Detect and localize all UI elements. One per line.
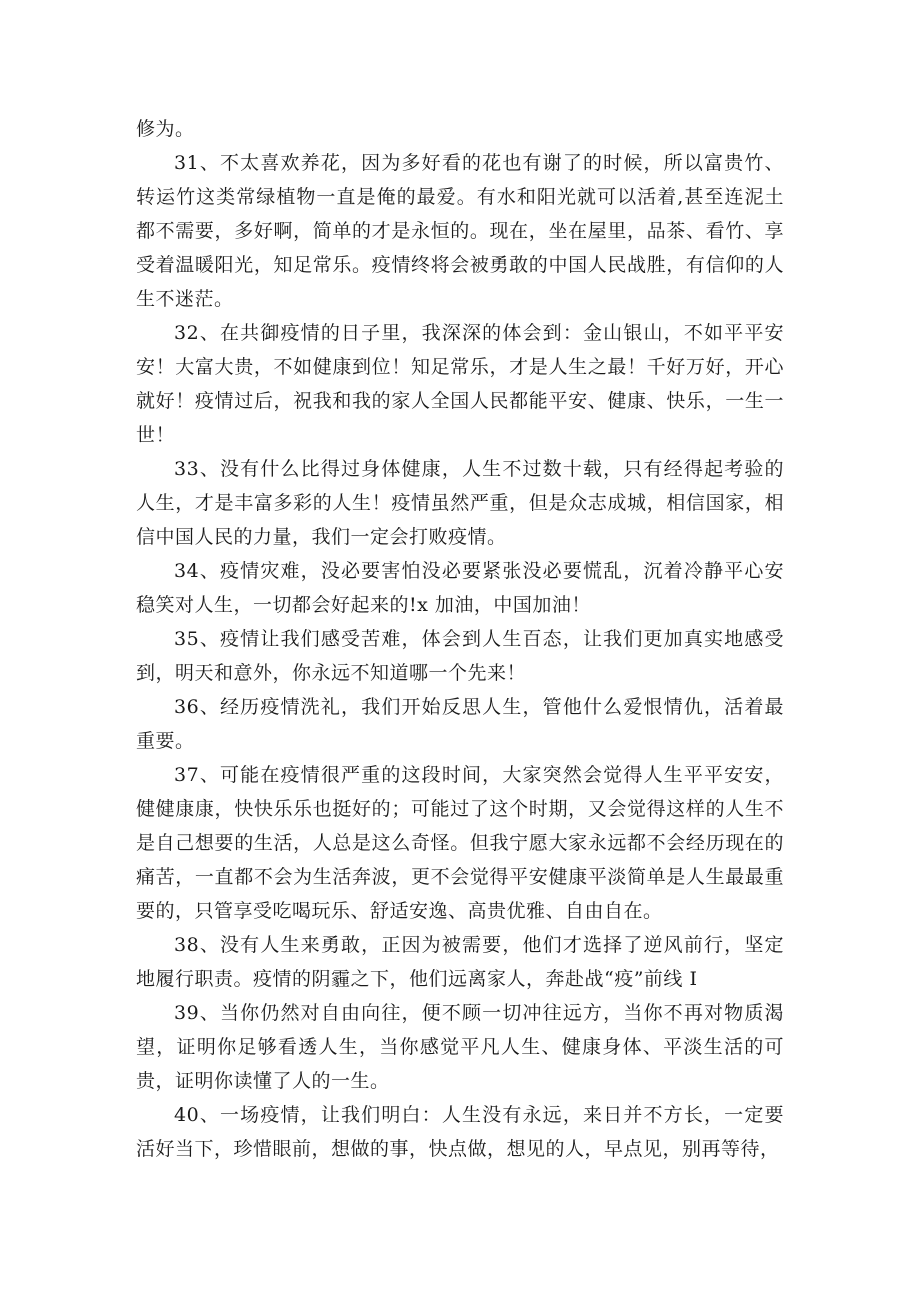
paragraph-40: 40、一场疫情，让我们明白：人生没有永远，来日并不方长，一定要活好当下，珍惜眼前，想做的事，快点做，想见的人，早点见，别再等待， [136, 1104, 784, 1160]
paragraph-36: 36、经历疫情洗礼，我们开始反思人生，管他什么爱恨情仇，活着最重要。 [136, 696, 784, 752]
paragraph-34: 34、疫情灾难，没必要害怕没必要紧张没必要慌乱，沉着冷静平心安稳笑对人生，一切都会好起来的!x 加油，中国加油！ [136, 560, 784, 616]
paragraph-38: 38、没有人生来勇敢，正因为被需要，他们才选择了逆风前行，坚定地履行职责。疫情的阴霾之下，他们远离家人，奔赴战“疫”前线 I [136, 934, 784, 990]
paragraph-31: 31、不太喜欢养花，因为多好看的花也有谢了的时候，所以富贵竹、转运竹这类常绿植物一直是俺的最爱。有水和阳光就可以活着,甚至连泥土都不需要，多好啊，简单的才是永恒的。现在，坐在屋里，品茶、看竹、享受着温暖阳光，知足常乐。疫情终将会被勇敢的中国人民战胜，有信仰的人生不迷茫。 [136, 152, 784, 310]
paragraph-39: 39、当你仍然对自由向往，便不顾一切冲往远方，当你不再对物质渴望，证明你足够看透人生，当你感觉平凡人生、健康身体、平淡生活的可贵，证明你读懂了人的一生。 [136, 1002, 784, 1092]
paragraph-37: 37、可能在疫情很严重的这段时间，大家突然会觉得人生平平安安，健健康康，快快乐乐也挺好的；可能过了这个时期，又会觉得这样的人生不是自己想要的生活，人总是这么奇怪。但我宁愿大家永远都不会经历现在的痛苦，一直都不会为生活奔波，更不会觉得平安健康平淡简单是人生最最重要的，只管享受吃喝玩乐、舒适安逸、高贵优雅、自由自在。 [136, 764, 784, 922]
paragraph-32: 32、在共御疫情的日子里，我深深的体会到：金山银山，不如平平安安！大富大贵，不如健康到位！知足常乐，才是人生之最！千好万好，开心就好！疫情过后，祝我和我的家人全国人民都能平安、健康、快乐，一生一世！ [136, 322, 784, 446]
paragraph-35: 35、疫情让我们感受苦难，体会到人生百态，让我们更加真实地感受到，明天和意外，你永远不知道哪一个先来！ [136, 628, 784, 684]
paragraph-33: 33、没有什么比得过身体健康，人生不过数十载，只有经得起考验的人生，才是丰富多彩的人生！疫情虽然严重，但是众志成城，相信国家，相信中国人民的力量，我们一定会打败疫情。 [136, 458, 784, 548]
paragraph-30-tail: 修为。 [136, 118, 195, 140]
